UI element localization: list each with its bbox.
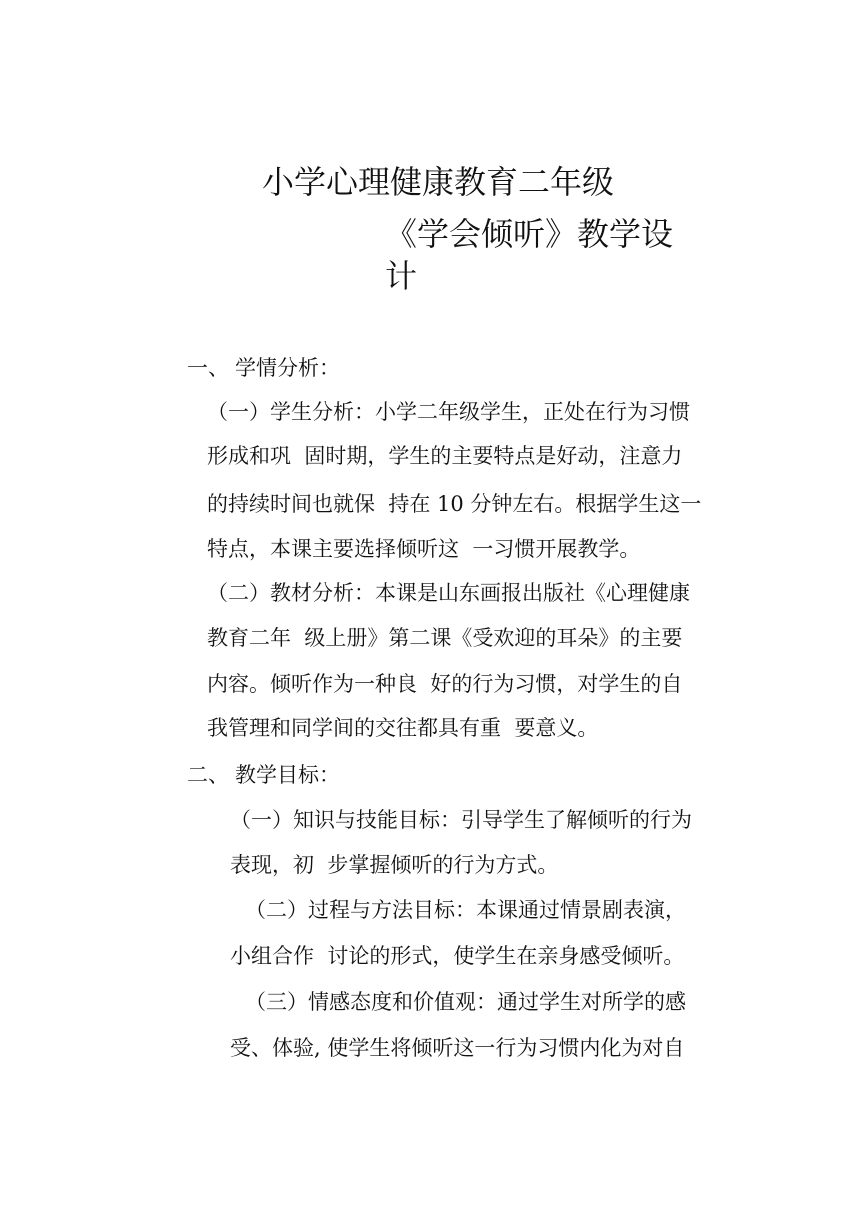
section-1-number: 一、: [187, 356, 229, 380]
paragraph-line: （一）学生分析：小学二年级学生，正处在行为习惯: [207, 400, 690, 424]
document-title-line-1: 小学心理健康教育二年级: [262, 163, 615, 201]
paragraph-line: 的持续时间也就保 持在 10 分钟左右。根据学生这一: [207, 492, 702, 516]
paragraph-line: 表现，初 步掌握倾听的行为方式。: [230, 853, 559, 877]
paragraph-line: 我管理和同学间的交往都具有重 要意义。: [207, 716, 599, 740]
section-2-number: 二、: [187, 763, 229, 787]
paragraph-line: （二）过程与方法目标：本课通过情景剧表演，: [245, 898, 686, 922]
paragraph-line: 特点，本课主要选择倾听这 一习惯开展教学。: [207, 537, 641, 561]
paragraph-line: （一）知识与技能目标：引导学生了解倾听的行为: [230, 808, 692, 832]
paragraph-line: 教育二年 级上册》第二课《受欢迎的耳朵》的主要: [207, 626, 683, 650]
paragraph-line: （二）教材分析：本课是山东画报出版社《心理健康: [207, 581, 690, 605]
document-title-line-3: 计: [385, 257, 418, 295]
section-2-heading: 教学目标：: [235, 763, 340, 787]
section-1-heading: 学情分析：: [235, 356, 340, 380]
paragraph-line: 受、体验, 使学生将倾听这一行为习惯内化为对自: [230, 1036, 685, 1060]
paragraph-line: 内容。倾听作为一种良 好的行为习惯，对学生的自: [207, 672, 683, 696]
paragraph-line: 小组合作 讨论的形式，使学生在亲身感受倾听。: [230, 944, 685, 968]
paragraph-line: （三）情感态度和价值观：通过学生对所学的感: [245, 990, 686, 1014]
paragraph-line: 形成和巩 固时期，学生的主要特点是好动，注意力: [207, 444, 683, 468]
document-title-line-2: 《学会倾听》教学设: [385, 215, 674, 253]
